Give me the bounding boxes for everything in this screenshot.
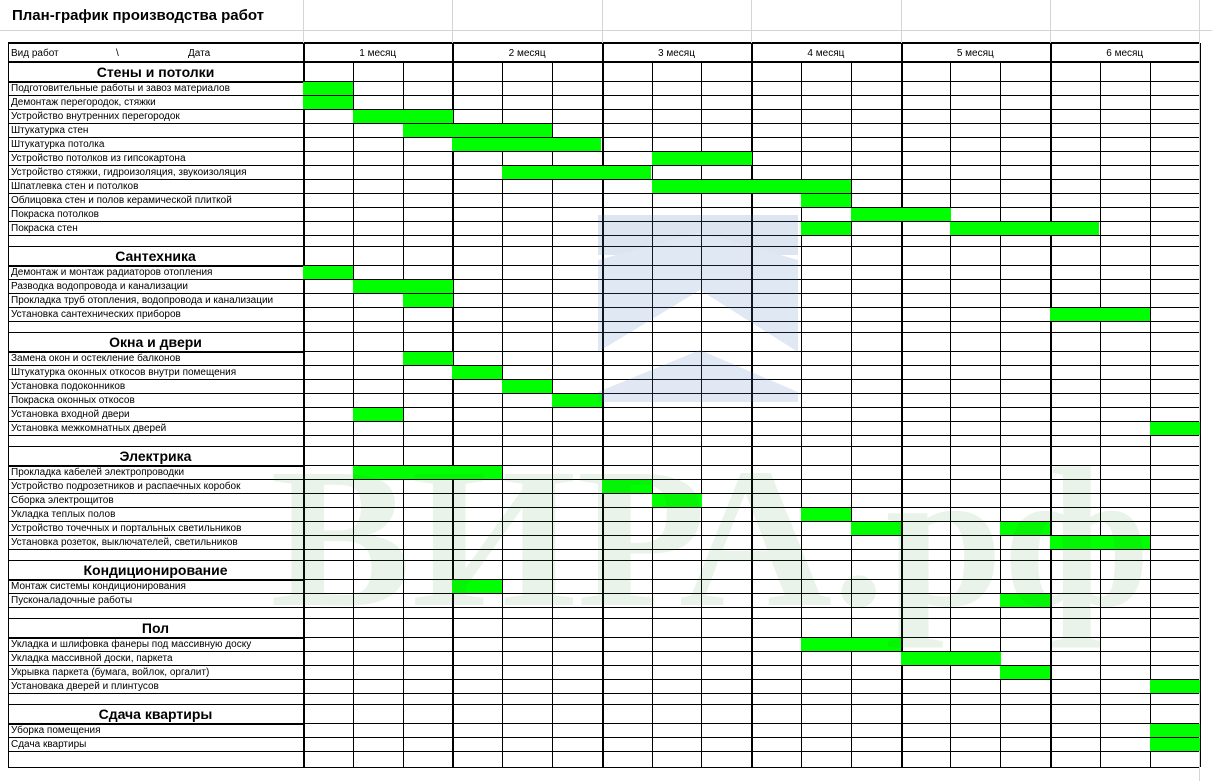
section-title: Сантехника — [115, 248, 196, 264]
task-label[interactable]: Замена окон и остекление балконов — [11, 353, 181, 364]
task-label[interactable]: Облицовка стен и полов керамической плиткой — [11, 195, 232, 206]
schedule-bar[interactable] — [1000, 522, 1050, 535]
schedule-bar[interactable] — [452, 138, 601, 151]
task-label[interactable]: Устройство точечных и портальных светильников — [11, 523, 242, 534]
schedule-bar[interactable] — [801, 222, 851, 235]
schedule-bar[interactable] — [353, 466, 502, 479]
grid-hline — [8, 109, 1199, 110]
grid-hline — [8, 307, 1199, 308]
grid-hline — [8, 607, 1199, 608]
task-label[interactable]: Укрывка паркета (бумага, войлок, оргалит) — [11, 667, 210, 678]
schedule-bar[interactable] — [901, 652, 1001, 665]
schedule-bar[interactable] — [403, 294, 453, 307]
grid-vline — [652, 62, 653, 767]
grid-hline — [8, 61, 1199, 63]
grid-hline — [8, 123, 1199, 124]
schedule-bar[interactable] — [353, 110, 453, 123]
grid-hline — [8, 549, 1199, 550]
task-label[interactable]: Штукатурка потолка — [11, 139, 105, 150]
grid-vline — [701, 62, 702, 767]
grid-hline — [8, 693, 1199, 694]
schedule-bar[interactable] — [452, 366, 502, 379]
grid-hline — [8, 207, 1199, 208]
grid-vline — [751, 0, 752, 43]
grid-vline — [1050, 0, 1051, 43]
grid-vline — [1100, 62, 1101, 767]
grid-hline — [8, 421, 1199, 422]
grid-vline — [801, 62, 802, 767]
task-label[interactable]: Сборка электрощитов — [11, 495, 114, 506]
grid-vline — [303, 0, 304, 43]
column-header-backslash: \ — [116, 48, 119, 59]
schedule-bar[interactable] — [452, 580, 502, 593]
schedule-bar[interactable] — [1150, 422, 1200, 435]
schedule-bar[interactable] — [1000, 594, 1050, 607]
task-label[interactable]: Установка межкомнатных дверей — [11, 423, 167, 434]
section-title: Электрика — [119, 448, 192, 464]
grid-vline — [901, 0, 902, 43]
schedule-bar[interactable] — [1050, 308, 1150, 321]
grid-hline — [8, 767, 1199, 768]
grid-hline — [8, 332, 1199, 333]
grid-hline — [8, 42, 1199, 44]
grid-hline — [8, 737, 1199, 738]
grid-vline — [1150, 62, 1151, 767]
schedule-bar[interactable] — [851, 522, 901, 535]
grid-hline — [303, 579, 1199, 580]
task-label[interactable]: Прокладка труб отопления, водопровода и канализации — [11, 295, 274, 306]
task-label[interactable]: Установака дверей и плинтусов — [11, 681, 159, 692]
grid-hline — [8, 393, 1199, 394]
task-label[interactable]: Покраска стен — [11, 223, 78, 234]
grid-vline — [602, 0, 603, 43]
month-header: 3 месяц — [658, 48, 695, 59]
task-label[interactable]: Разводка водопровода и канализации — [11, 281, 188, 292]
column-header-work-type: Вид работ — [11, 48, 59, 59]
month-header: 2 месяц — [508, 48, 546, 59]
schedule-bar[interactable] — [652, 180, 851, 193]
schedule-bar[interactable] — [1150, 724, 1200, 737]
grid-hline — [8, 137, 1199, 138]
grid-hline — [8, 507, 1199, 508]
month-header: 5 месяц — [956, 48, 994, 59]
grid-hline — [8, 407, 1199, 408]
grid-hline — [8, 651, 1199, 652]
task-label[interactable]: Установка сантехнических приборов — [11, 309, 181, 320]
section-title: Стены и потолки — [96, 64, 215, 80]
schedule-bar[interactable] — [950, 222, 1099, 235]
task-label[interactable]: Штукатурка оконных откосов внутри помещения — [11, 367, 237, 378]
schedule-bar[interactable] — [1150, 680, 1200, 693]
schedule-bar[interactable] — [552, 394, 602, 407]
schedule-bar[interactable] — [502, 380, 552, 393]
task-label[interactable]: Прокладка кабелей электропроводки — [11, 467, 185, 478]
schedule-bar[interactable] — [652, 152, 752, 165]
task-label[interactable]: Демонтаж и монтаж радиаторов отопления — [11, 267, 213, 278]
schedule-bar[interactable] — [502, 166, 651, 179]
task-label[interactable]: Уборка помещения — [11, 725, 101, 736]
grid-hline — [8, 493, 1199, 494]
section-title: Сдача квартиры — [98, 706, 213, 722]
grid-hline — [8, 704, 1199, 705]
schedule-bar[interactable] — [801, 638, 901, 651]
grid-hline — [8, 246, 1199, 247]
section-title: Кондиционирование — [83, 562, 228, 578]
grid-hline — [8, 435, 1199, 436]
grid-vline — [452, 0, 453, 43]
grid-hline — [8, 379, 1199, 380]
schedule-bar[interactable] — [602, 480, 652, 493]
schedule-bar[interactable] — [801, 508, 851, 521]
grid-vline — [851, 62, 852, 767]
task-label[interactable]: Монтаж системы кондиционирования — [11, 581, 186, 592]
task-label[interactable]: Устройство стяжки, гидроизоляция, звукоизоляция — [11, 167, 247, 178]
task-label[interactable]: Устройство внутренних перегородок — [11, 111, 180, 122]
grid-hline — [8, 151, 1199, 152]
watermark-logo-icon — [598, 215, 798, 402]
schedule-bar[interactable] — [403, 124, 552, 137]
schedule-bar[interactable] — [353, 408, 403, 421]
grid-vline — [403, 62, 404, 767]
task-label[interactable]: Покраска оконных откосов — [11, 395, 135, 406]
grid-hline — [8, 95, 1199, 96]
grid-hline — [8, 179, 1199, 180]
task-label[interactable]: Установка входной двери — [11, 409, 130, 420]
task-label[interactable]: Устройство потолков из гипсокартона — [11, 153, 186, 164]
task-label[interactable]: Установка подоконников — [11, 381, 126, 392]
task-label[interactable]: Укладка и шлифовка фанеры под массивную доску — [11, 639, 252, 650]
grid-hline — [303, 637, 1199, 638]
grid-vline — [1199, 0, 1200, 781]
task-label[interactable]: Укладка теплых полов — [11, 509, 116, 520]
grid-hline — [8, 560, 1199, 561]
month-header: 6 месяц — [1106, 48, 1144, 59]
schedule-bar[interactable] — [1050, 536, 1150, 549]
task-label[interactable]: Устройство подрозетников и распаечных коробок — [11, 481, 241, 492]
page-title: План-график производства работ — [12, 7, 264, 24]
month-header: 1 месяц — [359, 48, 397, 59]
month-header: 4 месяц — [807, 48, 845, 59]
schedule-bar[interactable] — [801, 194, 851, 207]
task-label[interactable]: Установка розеток, выключателей, светильников — [11, 537, 238, 548]
grid-hline — [8, 618, 1199, 619]
task-label[interactable]: Пусконаладочные работы — [11, 595, 133, 606]
grid-hline — [303, 265, 1199, 266]
task-label[interactable]: Шпатлевка стен и потолков — [11, 181, 139, 192]
grid-hline — [8, 751, 1199, 752]
schedule-bar[interactable] — [1150, 738, 1200, 751]
schedule-bar[interactable] — [303, 82, 353, 95]
task-label[interactable]: Сдача квартиры — [11, 739, 87, 750]
task-label[interactable]: Укладка массивной доски, паркета — [11, 653, 173, 664]
schedule-bar[interactable] — [851, 208, 951, 221]
grid-hline — [8, 446, 1199, 447]
grid-hline — [8, 235, 1199, 236]
section-title: Пол — [141, 620, 170, 636]
task-label[interactable]: Подготовительные работы и завоз материалов — [11, 83, 230, 94]
column-header-date: Дата — [188, 48, 211, 59]
schedule-bar[interactable] — [303, 266, 353, 279]
watermark-text: ВИРА.рф — [270, 428, 1150, 649]
task-label[interactable]: Покраска потолков — [11, 209, 99, 220]
schedule-bar[interactable] — [303, 96, 353, 109]
schedule-bar[interactable] — [353, 280, 453, 293]
task-label[interactable]: Демонтаж перегородок, стяжки — [11, 97, 156, 108]
grid-hline — [303, 81, 1199, 82]
grid-hline — [8, 679, 1199, 680]
task-label[interactable]: Штукатурка стен — [11, 125, 89, 136]
schedule-bar[interactable] — [652, 494, 702, 507]
section-title: Окна и двери — [109, 334, 202, 350]
schedule-bar[interactable] — [1000, 666, 1050, 679]
schedule-bar[interactable] — [403, 352, 453, 365]
grid-hline — [8, 321, 1199, 322]
grid-hline — [0, 30, 1212, 31]
grid-hline — [303, 723, 1199, 724]
